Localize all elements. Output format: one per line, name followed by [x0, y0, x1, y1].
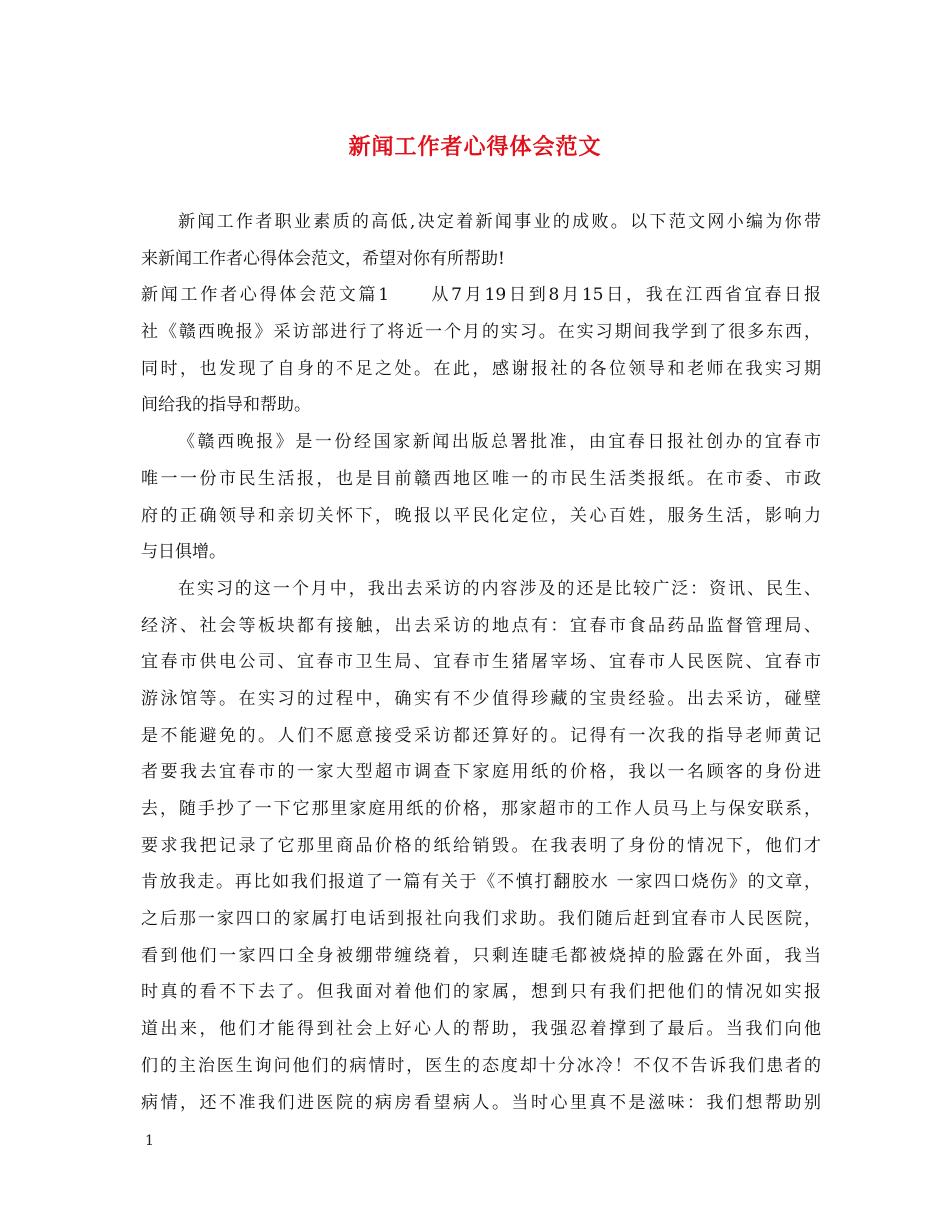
text-line: 社《赣西晚报》采访部进行了将近一个月的实习。在实习期间我学到了很多东西，	[141, 322, 821, 343]
text-line: 要求我把记录了它那里商品价格的纸给销毁。在我表明了身份的情况下，他们才	[141, 835, 821, 856]
text-line: 新闻工作者职业素质的高低,决定着新闻事业的成败。以下范文网小编为你带	[178, 212, 821, 232]
text-line: 看到他们一家四口全身被绷带缠绕着，只剩连睫毛都被烧掉的脸露在外面，我当	[141, 945, 821, 966]
text-line: 唯一一份市民生活报，也是目前赣西地区唯一的市民生活类报纸。在市委、市政	[141, 468, 821, 489]
text-line: 游泳馆等。在实习的过程中，确实有不少值得珍藏的宝贵经验。出去采访，碰壁	[141, 688, 821, 709]
text-line: 病情，还不准我们进医院的病房看望病人。当时心里真不是滋味：我们想帮助别	[141, 1092, 821, 1113]
text-line: 新闻工作者心得体会范文篇1 从7月19日到8月15日，我在江西省宜春日报	[141, 285, 821, 306]
text-line: 与日俱增。	[141, 542, 226, 563]
text-line: 肯放我走。再比如我们报道了一篇有关于《不慎打翻胶水 一家四口烧伤》的文章，	[141, 872, 821, 893]
text-line: 来新闻工作者心得体会范文，希望对你有所帮助!	[141, 248, 505, 269]
text-line: 《赣西晚报》是一份经国家新闻出版总署批准，由宜春日报社创办的宜春市	[178, 432, 821, 453]
text-line: 经济、社会等板块都有接触，出去采访的地点有：宜春市食品药品监督管理局、	[141, 615, 821, 636]
text-line: 去，随手抄了一下它那里家庭用纸的价格，那家超市的工作人员马上与保安联系，	[141, 799, 821, 819]
text-line: 宜春市供电公司、宜春市卫生局、宜春市生猪屠宰场、宜春市人民医院、宜春市	[141, 652, 821, 673]
text-line: 道出来，他们才能得到社会上好心人的帮助，我强忍着撑到了最后。当我们向他	[141, 1019, 821, 1040]
text-line: 在实习的这一个月中，我出去采访的内容涉及的还是比较广泛：资讯、民生、	[178, 578, 821, 599]
text-line: 者要我去宜春市的一家大型超市调查下家庭用纸的价格，我以一名顾客的身份进	[141, 762, 821, 783]
text-line: 之后那一家四口的家属打电话到报社向我们求助。我们随后赶到宜春市人民医院，	[141, 909, 821, 930]
text-line: 府的正确领导和亲切关怀下，晚报以平民化定位，关心百姓，服务生活，影响力	[141, 505, 821, 526]
text-line: 间给我的指导和帮助。	[141, 395, 311, 416]
text-line: 是不能避免的。人们不愿意接受采访都还算好的。记得有一次我的指导老师黄记	[141, 725, 821, 746]
text-line: 们的主治医生询问他们的病情时，医生的态度却十分冰冷！不仅不告诉我们患者的	[141, 1055, 821, 1076]
document-body	[141, 204, 821, 1121]
document-title: 新闻工作者心得体会范文	[348, 134, 602, 160]
text-line: 时真的看不下去了。但我面对着他们的家属，想到只有我们把他们的情况如实报	[141, 982, 821, 1003]
text-line: 同时，也发现了自身的不足之处。在此，感谢报社的各位领导和老师在我实习期	[141, 358, 821, 379]
page-number: 1	[145, 1133, 154, 1149]
